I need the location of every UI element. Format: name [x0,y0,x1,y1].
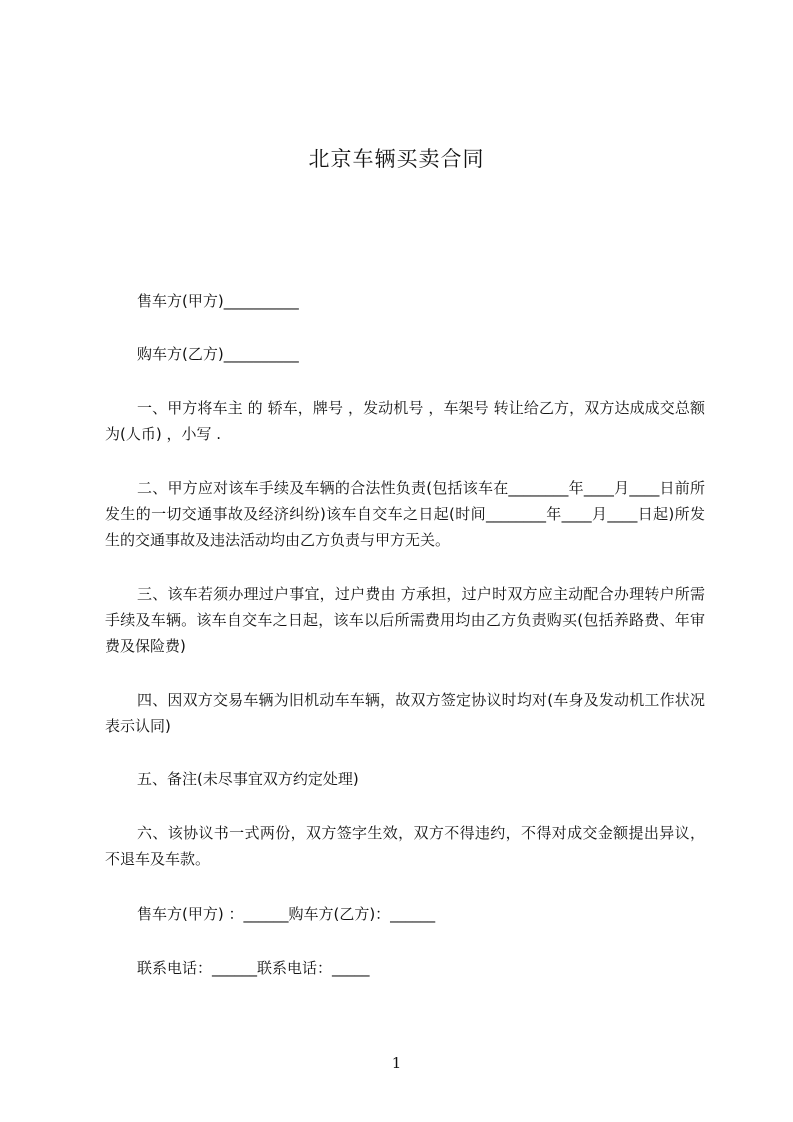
seller-line: 售车方(甲方)__________ [137,292,299,310]
clause-4: 四、因双方交易车辆为旧机动车车辆，故双方签定协议时均对(车身及发动机工作状况表示认同) [105,691,705,735]
contact-line: 联系电话：______联系电话：_____ [137,959,370,977]
clause-2: 二、甲方应对该车手续及车辆的合法性负责(包括该车在________年____月____日前所发生的一切交通事故及经济纠纷)该车自交车之日起(时间________年____月____日起)所发生的交通事故及违法活动均由乙方负责与甲方无关。 [105,479,705,549]
page-number: 1 [391,1054,402,1072]
clause-1: 一、甲方将车主 的 轿车，牌号 ，发动机号 ，车架号 转让给乙方，双方达成成交总额为(人币) ，小写 . [105,399,705,443]
buyer-line: 购车方(乙方)__________ [137,345,299,363]
signature-line: 售车方(甲方) ：______购车方(乙方)：______ [137,905,436,923]
document-title: 北京车辆买卖合同 [308,147,485,171]
clause-6: 六、该协议书一式两份，双方签字生效，双方不得违约，不得对成交金额提出异议，不退车及车款。 [105,824,705,868]
clause-3: 三、该车若须办理过户事宜，过户费由 方承担，过户时双方应主动配合办理转户所需手续及车辆。该车自交车之日起，该车以后所需费用均由乙方负责购买(包括养路费、年审费及保险费) [105,585,705,655]
clause-5: 五、备注(未尽事宜双方约定处理) [137,770,359,788]
